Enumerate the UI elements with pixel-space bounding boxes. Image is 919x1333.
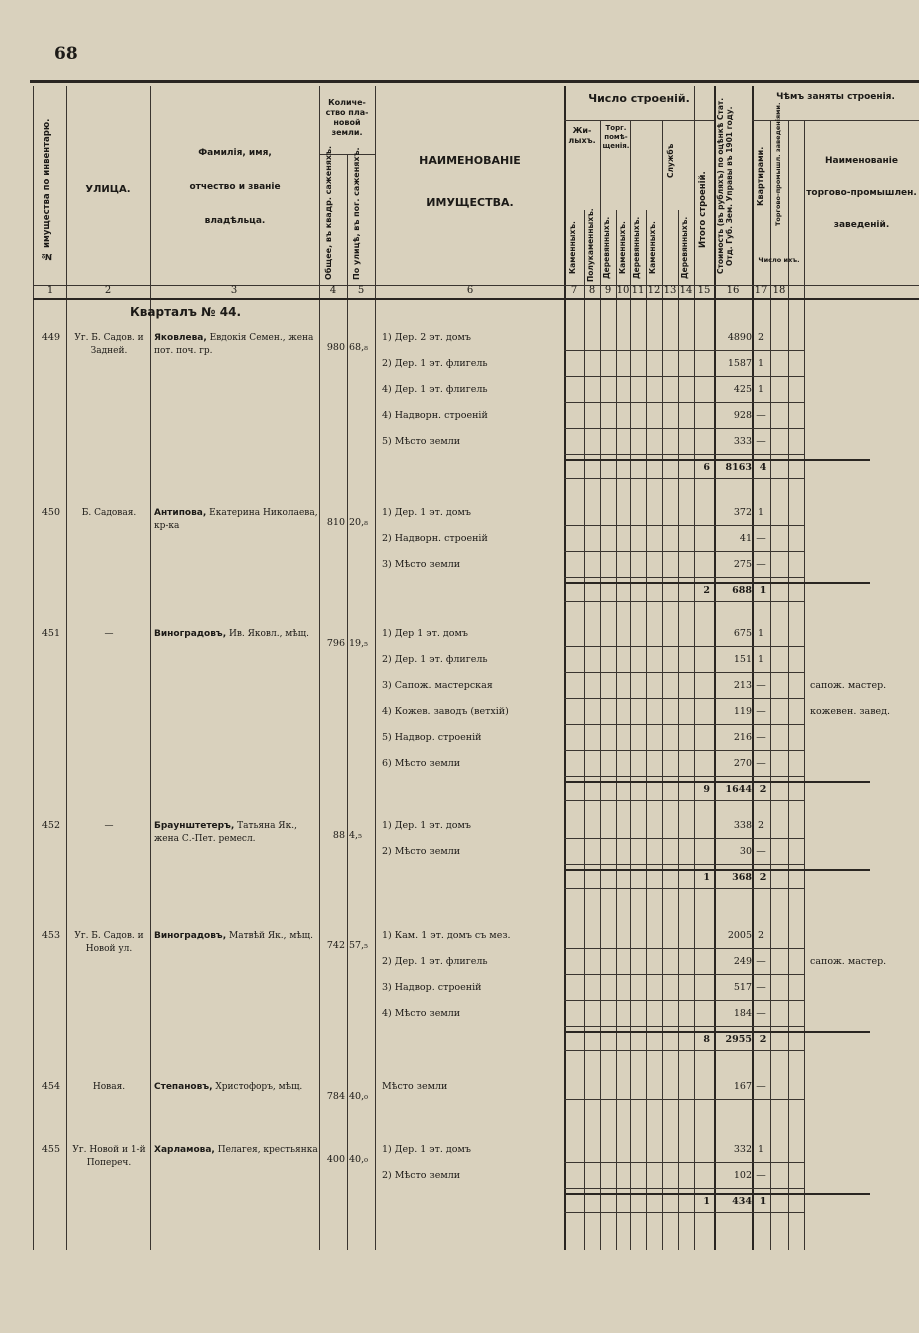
total-apartments: 2 — [759, 1034, 767, 1045]
property-value: 249 — [733, 956, 752, 967]
row-rule — [564, 478, 804, 479]
header-residential: Жи-лыхъ. — [568, 126, 596, 145]
row-rule — [564, 428, 804, 429]
column-number: 5 — [357, 285, 365, 296]
header-stone-2: Каменныхъ. — [618, 221, 627, 275]
column-number: 10 — [616, 285, 630, 296]
land-frontage: 40,₀ — [349, 1091, 368, 1102]
row-rule — [564, 781, 870, 783]
street-name: — — [104, 629, 114, 639]
owner-surname: Браунштетеръ, — [154, 821, 235, 831]
apartment-count: 1 — [757, 654, 765, 665]
row-rule — [564, 1099, 804, 1100]
row-rule — [564, 646, 804, 647]
apartment-count: 2 — [757, 930, 765, 941]
property-value: 213 — [733, 680, 752, 691]
apartment-count: — — [756, 410, 766, 421]
property-item: 3) Надвор. строеній — [382, 982, 482, 993]
row-rule — [564, 948, 804, 949]
kvartal-title: Кварталъ № 44. — [130, 305, 241, 319]
owner-surname: Антипова, — [154, 508, 207, 518]
property-value: 338 — [733, 820, 752, 831]
property-value: 332 — [733, 1144, 752, 1155]
property-value: 4890 — [727, 332, 752, 343]
header-trade-name-3: заведеній. — [833, 220, 890, 230]
owner-details: Евдокія Семен., жена пот. поч. гр. — [154, 333, 314, 356]
property-value: 30 — [739, 846, 752, 857]
trade-establishment: кожевен. завед. — [810, 706, 891, 717]
inventory-number: 455 — [41, 1144, 60, 1155]
property-item: 4) Кожев. заводъ (ветхій) — [382, 706, 509, 717]
inventory-number: 453 — [41, 930, 60, 941]
header-land-total: Общее, въ квадр. саженяхъ. — [324, 145, 333, 280]
row-rule — [564, 698, 804, 699]
total-buildings: 9 — [703, 784, 710, 795]
apartment-count: — — [756, 758, 766, 769]
property-item: 4) Надворн. строеній — [382, 410, 488, 421]
property-value: 275 — [733, 559, 752, 570]
apartment-count: — — [756, 732, 766, 743]
header-property-1: НАИМЕНОВАНІЕ — [419, 154, 521, 167]
property-item: 2) Мѣсто земли — [382, 846, 461, 857]
column-number: 6 — [466, 285, 474, 296]
owner-surname: Яковлева, — [154, 333, 207, 343]
apartment-count: — — [756, 846, 766, 857]
column-number: 1 — [46, 285, 54, 296]
row-rule — [564, 750, 804, 751]
row-rule — [564, 724, 804, 725]
land-area: 784 — [326, 1091, 345, 1102]
street-name: Уг. Новой и 1-й Попереч. — [72, 1145, 146, 1168]
header-wooden-1: Деревянныхъ. — [602, 216, 611, 280]
column-number: 11 — [631, 285, 645, 296]
row-rule — [564, 838, 804, 839]
total-value: 368 — [732, 872, 752, 883]
column-number: 12 — [647, 285, 661, 296]
header-street: УЛИЦА. — [85, 184, 131, 195]
property-value: 102 — [733, 1170, 752, 1181]
header-owner-3: владѣльца. — [204, 216, 266, 226]
street-name: Уг. Б. Садов. и Новой ул. — [74, 931, 144, 954]
header-trade-name-1: Наименованіе — [825, 156, 898, 166]
apartment-count: — — [756, 533, 766, 544]
property-item: 2) Дер. 1 эт. флигель — [382, 358, 488, 369]
apartment-count: 1 — [757, 384, 765, 395]
total-buildings: 2 — [703, 585, 710, 596]
property-item: 1) Дер. 1 эт. домъ — [382, 1144, 471, 1155]
owner-details: Ив. Яковл., мѣщ. — [226, 629, 309, 639]
row-rule — [564, 974, 804, 975]
apartment-count: 1 — [757, 358, 765, 369]
property-item: 2) Надворн. строеній — [382, 533, 488, 544]
row-rule — [564, 454, 804, 455]
property-item: 5) Надвор. строеній — [382, 732, 482, 743]
row-rule — [564, 1031, 870, 1033]
apartment-count: 2 — [757, 820, 765, 831]
owner-details: Татьяна Як., жена С.-Пет. ремесл. — [154, 821, 297, 844]
property-value: 41 — [739, 533, 752, 544]
trade-establishment: сапож. мастер. — [810, 956, 887, 967]
property-item: Мѣсто земли — [382, 1081, 448, 1092]
property-item: 1) Дер. 1 эт. домъ — [382, 820, 471, 831]
total-buildings: 1 — [703, 1196, 710, 1207]
header-land-front: По улицѣ, въ пог. саженяхъ. — [352, 147, 361, 280]
property-value: 425 — [733, 384, 752, 395]
owner-name — [154, 1081, 318, 1094]
owner-name — [154, 930, 318, 943]
property-value: 167 — [733, 1081, 752, 1092]
property-value: 119 — [733, 706, 752, 717]
total-apartments: 4 — [759, 462, 767, 473]
total-buildings: 6 — [703, 462, 710, 473]
property-item: 2) Дер. 1 эт. флигель — [382, 956, 488, 967]
header-total-buildings: Итого строеній. — [698, 171, 708, 249]
row-rule — [564, 601, 804, 602]
property-value: 517 — [733, 982, 752, 993]
owner-details: Пелагея, крестьянка — [214, 1145, 318, 1155]
land-area: 400 — [326, 1154, 345, 1165]
property-item: 6) Мѣсто земли — [382, 758, 461, 769]
header-inv-no: № имущества по инвентарю. — [42, 118, 52, 262]
street-name: Б. Садовая. — [81, 508, 137, 518]
apartment-count: — — [756, 1081, 766, 1092]
row-rule — [564, 350, 804, 351]
land-frontage: 68,₈ — [349, 342, 368, 353]
owner-name — [154, 628, 318, 641]
property-item: 4) Дер. 1 эт. флигель — [382, 384, 488, 395]
land-frontage: 19,₅ — [349, 638, 368, 649]
property-item: 1) Кам. 1 эт. домъ съ мез. — [382, 930, 511, 941]
header-service: Службъ — [666, 143, 675, 179]
apartment-count: — — [756, 559, 766, 570]
property-item: 4) Мѣсто земли — [382, 1008, 461, 1019]
property-item: 3) Мѣсто земли — [382, 559, 461, 570]
total-buildings: 8 — [703, 1034, 710, 1045]
property-item: 1) Дер. 1 эт. домъ — [382, 507, 471, 518]
inventory-number: 449 — [41, 332, 60, 343]
owner-name — [154, 507, 318, 533]
row-rule — [564, 1193, 870, 1195]
apartment-count: 1 — [757, 1144, 765, 1155]
property-item: 2) Мѣсто земли — [382, 1170, 461, 1181]
row-rule — [564, 376, 804, 377]
owner-details: Христофоръ, мѣщ. — [212, 1082, 303, 1092]
page-number: 68 — [54, 44, 78, 64]
column-number: 18 — [772, 285, 786, 296]
property-value: 928 — [733, 410, 752, 421]
land-area: 742 — [326, 940, 345, 951]
row-rule — [564, 1188, 804, 1189]
apartment-count: — — [756, 1170, 766, 1181]
owner-name — [154, 1144, 318, 1157]
row-rule — [564, 869, 870, 871]
property-item: 1) Дер. 2 эт. домъ — [382, 332, 471, 343]
apartment-count: — — [756, 436, 766, 447]
trade-establishment: сапож. мастер. — [810, 680, 887, 691]
header-stone-3: Каменныхъ. — [648, 221, 657, 275]
property-value: 216 — [733, 732, 752, 743]
land-area: 810 — [326, 517, 345, 528]
apartment-count: — — [756, 706, 766, 717]
inventory-number: 452 — [41, 820, 60, 831]
row-rule — [564, 1050, 804, 1051]
header-owner-2: отчество и званіе — [189, 182, 281, 192]
street-name: Уг. Б. Садов. и Задней. — [74, 333, 144, 356]
land-frontage: 40,₀ — [349, 1154, 368, 1165]
total-apartments: 2 — [759, 784, 767, 795]
row-rule — [564, 1026, 804, 1027]
apartment-count: 2 — [757, 332, 765, 343]
column-number: 4 — [329, 285, 337, 296]
row-rule — [564, 459, 870, 461]
row-rule — [564, 1000, 804, 1001]
header-count: Число ихъ. — [758, 256, 800, 264]
land-frontage: 4,₅ — [349, 830, 362, 841]
column-number: 2 — [104, 285, 112, 296]
header-value: Стоимость (въ рубляхъ) по оцѣнкѣ Стат. Отд. Губ. Зем. Управы въ 1901 году. — [716, 97, 734, 275]
header-wooden-2: Деревянныхъ. — [632, 216, 641, 280]
row-rule — [564, 888, 804, 889]
land-frontage: 57,₅ — [349, 940, 368, 951]
owner-name — [154, 332, 318, 358]
street-name: — — [104, 821, 114, 831]
property-item: 5) Мѣсто земли — [382, 436, 461, 447]
column-number: 17 — [754, 285, 768, 296]
apartment-count: — — [756, 982, 766, 993]
total-value: 8163 — [725, 462, 752, 473]
header-property-2: ИМУЩЕСТВА. — [426, 196, 514, 209]
property-item: 3) Сапож. мастерская — [382, 680, 493, 691]
row-rule — [564, 800, 804, 801]
land-frontage: 20,₈ — [349, 517, 368, 528]
property-value: 675 — [733, 628, 752, 639]
property-item: 2) Дер. 1 эт. флигель — [382, 654, 488, 665]
street-name: Новая. — [92, 1082, 126, 1092]
total-value: 2955 — [725, 1034, 752, 1045]
apartment-count: — — [756, 1008, 766, 1019]
property-value: 2005 — [727, 930, 752, 941]
column-number: 16 — [726, 285, 740, 296]
column-number: 14 — [679, 285, 693, 296]
inventory-table — [30, 80, 919, 1250]
row-rule — [564, 577, 804, 578]
apartment-count: 1 — [757, 507, 765, 518]
header-buildings: Число строеній. — [588, 92, 690, 105]
owner-name — [154, 820, 318, 846]
header-apartments: Квартирами. — [756, 146, 765, 206]
property-value: 372 — [733, 507, 752, 518]
owner-details: Екатерина Николаева, кр-ка — [154, 508, 318, 531]
land-area: 796 — [326, 638, 345, 649]
owner-surname: Виноградовъ, — [154, 629, 227, 639]
total-value: 1644 — [725, 784, 752, 795]
total-apartments: 1 — [759, 585, 767, 596]
header-land: Количе-ство пла-новой земли. — [325, 98, 369, 137]
property-item: 1) Дер 1 эт. домъ — [382, 628, 468, 639]
header-trade-est: Торгово-промышл. заведеніями. — [774, 102, 782, 226]
row-rule — [564, 776, 804, 777]
column-number: 3 — [230, 285, 238, 296]
property-value: 184 — [733, 1008, 752, 1019]
inventory-number: 454 — [41, 1081, 60, 1092]
header-trade-name-2: торгово-промышлен. — [806, 188, 917, 198]
apartment-count: — — [756, 680, 766, 691]
header-owner-1: Фамилія, имя, — [198, 148, 272, 158]
land-area: 88 — [332, 830, 345, 841]
row-rule — [564, 525, 804, 526]
header-occupied: Чѣмъ заняты строенія. — [776, 92, 895, 102]
row-rule — [564, 551, 804, 552]
apartment-count: 1 — [757, 628, 765, 639]
owner-surname: Харламова, — [154, 1145, 215, 1155]
owner-surname: Степановъ, — [154, 1082, 213, 1092]
row-rule — [564, 1162, 804, 1163]
row-rule — [564, 582, 870, 584]
apartment-count: — — [756, 956, 766, 967]
column-number: 8 — [588, 285, 596, 296]
inventory-number: 450 — [41, 507, 60, 518]
column-number: 15 — [697, 285, 711, 296]
property-value: 1587 — [727, 358, 752, 369]
property-value: 270 — [733, 758, 752, 769]
column-number: 7 — [570, 285, 578, 296]
total-value: 434 — [732, 1196, 752, 1207]
row-rule — [564, 864, 804, 865]
row-rule — [564, 402, 804, 403]
row-rule — [564, 1212, 804, 1213]
land-area: 980 — [326, 342, 345, 353]
inventory-number: 451 — [41, 628, 60, 639]
owner-details: Матвѣй Як., мѣщ. — [226, 931, 314, 941]
row-rule — [564, 672, 804, 673]
header-half-stone: Полукаменныхъ. — [586, 208, 595, 282]
header-trade: Торг. помѣ-щенія. — [602, 124, 630, 150]
column-number: 13 — [663, 285, 677, 296]
owner-surname: Виноградовъ, — [154, 931, 227, 941]
total-value: 688 — [732, 585, 752, 596]
property-value: 333 — [733, 436, 752, 447]
column-number: 9 — [604, 285, 612, 296]
header-wooden-3: Деревянныхъ. — [680, 216, 689, 280]
total-buildings: 1 — [703, 872, 710, 883]
property-value: 151 — [733, 654, 752, 665]
total-apartments: 1 — [759, 1196, 767, 1207]
total-apartments: 2 — [759, 872, 767, 883]
header-stone-1: Каменныхъ. — [568, 221, 577, 275]
